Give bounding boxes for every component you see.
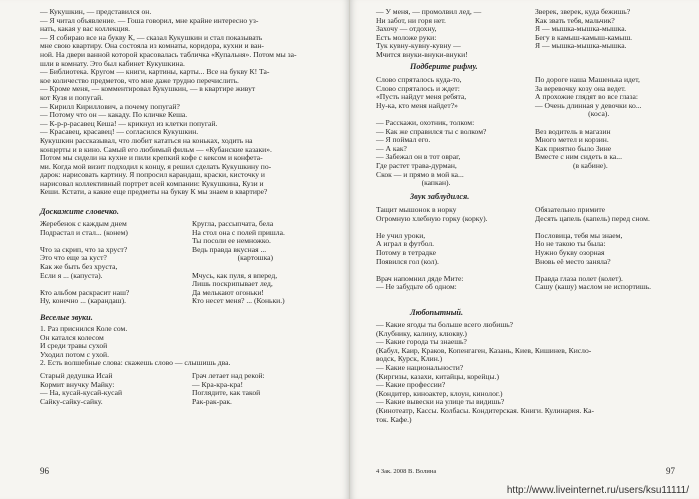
text-line: Пословица, тебя мы знаем,: [535, 230, 623, 240]
text-line: мне свою квартиру. Она состояла из комнаты, коридора, кухни и ван-: [40, 41, 264, 51]
text-line: (Кабул, Каир, Краков, Копенгаген, Казань, Киев, Кишинев, Кисло-: [376, 345, 592, 355]
text-line: — Кукушкин, — представился он.: [40, 7, 152, 16]
text-line: водск, Курск, Клин.): [376, 354, 443, 364]
text-line: Правда глаза полет (колет).: [535, 273, 623, 283]
page-number-left: 96: [40, 466, 49, 476]
text-line: Это что еще за куст?: [40, 253, 107, 263]
lost-sound-right: [535, 206, 651, 292]
text-line: — Какие ягоды ты больше всего любишь?: [376, 320, 514, 329]
text-line: Захочу — отдохну,: [376, 24, 437, 34]
text-line: Слово спряталось куда-то,: [376, 75, 462, 84]
page-number-right: 97: [666, 466, 675, 476]
rhyme-column-right: [535, 76, 642, 171]
text-line: Грач летает над рекой:: [192, 371, 265, 380]
text-line: Нужно букву озорная: [535, 247, 605, 257]
text-line: Ну-ка, кто меня найдет?»: [376, 100, 458, 110]
text-line: 1. Раз приснился Коле сом.: [40, 324, 128, 333]
text-line: Ведь правда вкусная ...: [192, 244, 267, 254]
text-line: Я — мышка-мышка-мышка.: [535, 41, 627, 51]
rhyme-column-left: [376, 76, 486, 188]
text-line: — А как?: [376, 143, 407, 153]
text-line: Сашу (кашу) маслом не испортишь.: [535, 282, 652, 292]
text-line: — Какие профессии?: [376, 380, 446, 390]
text-line: (Кинотеатр, Кассы. Колбасы. Кондитерская. Книги. Кулинария. Ка-: [376, 405, 595, 415]
text-line: Появился гол (кол).: [376, 256, 439, 266]
text-line: (Кондитер, киноактер, клоун, кинолог.): [376, 388, 503, 398]
curious-dialogue: [376, 321, 594, 424]
sound-poem-lines: [40, 325, 230, 368]
section-title-zvuk: Звук заблудился.: [410, 192, 470, 201]
text-line: — Очень длинная у девочки ко...: [535, 100, 642, 110]
sound-poem-right: [192, 372, 265, 406]
text-line: ми. Когда мой визит подходил к концу, я решил сделать Кукушкину по-: [40, 161, 272, 171]
text-line: Не учил уроки,: [376, 230, 426, 240]
text-line: Мчится внуки-внуки-внуки!: [376, 49, 468, 59]
text-line: Огромную хлебную горку (корку).: [376, 213, 488, 223]
section-title-dokazhite: Доскажите словечко.: [40, 207, 119, 216]
section-title-lyubopytny: Любопытный.: [410, 308, 463, 317]
text-line: Он катался колесом: [40, 332, 104, 342]
text-line: (коса).: [535, 109, 610, 119]
poem-top-left: [376, 8, 481, 60]
text-line: — Я читал объявление. — Гоша говорил, мне крайне интересно уз-: [40, 15, 259, 25]
text-line: По дороге наша Машенька идет,: [535, 75, 640, 84]
text-line: — Я поймал его.: [376, 135, 431, 145]
text-line: (Киргизы, казахи, китайцы, корейцы.): [376, 371, 499, 381]
text-line: — Расскажи, охотник, толком:: [376, 117, 475, 127]
text-line: Десять цапель (капель) перед сном.: [535, 213, 650, 223]
text-line: Старый дедушка Исай: [40, 371, 113, 380]
text-line: — Библиотека. Кругом — книги, картины, карты... Все на букву К! Та-: [40, 67, 270, 77]
text-line: Что за скрип, что за хруст?: [40, 244, 128, 254]
text-line: Потом мы сидели на кухне и пили крепкий кофе с кексом и конфета-: [40, 153, 263, 163]
text-line: Обязательно примите: [535, 205, 606, 214]
text-line: Кругла, рассыпчата, бела: [192, 219, 274, 228]
text-line: А играл в футбол.: [376, 239, 435, 249]
text-line: — Как же справился ты с волком?: [376, 126, 487, 136]
text-line: Кто несет меня? ... (Коньки.): [192, 296, 285, 306]
text-line: — К-р-р-расавец Кеша! — крикнул из клетки попугай.: [40, 118, 218, 128]
text-line: Ты посоли ее немножко.: [192, 236, 271, 246]
text-line: Тук кувну-кувну-кувну —: [376, 41, 461, 51]
text-line: «Пусть найдут меня ребята,: [376, 92, 467, 102]
text-line: Где растет трава-дурман,: [376, 160, 457, 170]
text-line: Мчусь, как пуля, я вперед,: [192, 270, 278, 280]
text-line: нать, какая у вас коллекция.: [40, 24, 131, 34]
text-line: — У меня, — промолвил лед, —: [376, 7, 482, 16]
text-line: — Кирилл Кириллович, а почему попугай?: [40, 101, 180, 111]
text-line: — Потому что он — какаду. По кличке Кеша.: [40, 110, 188, 120]
watermark-url: http://www.liveinternet.ru/users/ksu11111/: [506, 485, 689, 496]
text-line: Много метел и корзин.: [535, 135, 609, 145]
text-line: И среди травы сухой: [40, 341, 108, 351]
text-line: концерты и в кино. Самый его любимый фильм — «Кубанские казаки».: [40, 144, 272, 154]
text-line: (картошка): [192, 253, 274, 263]
text-line: — Красавец, красавец! — согласился Кукушкин.: [40, 127, 199, 137]
riddles-column-left: [40, 220, 129, 306]
text-line: — Кроме меня, — комментировал Кукушкин, — в квартире живут: [40, 84, 256, 94]
text-line: Как звать тебя, мальчик?: [535, 15, 615, 25]
text-line: кое количество предметов, что мне даже трудно перечислить.: [40, 75, 239, 85]
text-line: Уходил потом с ухой.: [40, 349, 109, 359]
text-line: Зверек, зверек, куда бежишь?: [535, 7, 631, 16]
text-line: Сайку-сайку-сайку.: [40, 396, 103, 406]
text-line: За веревочку козу она ведет.: [535, 83, 626, 93]
text-line: — Я собираю все на букву К, — сказал Кукушкин и стал показывать: [40, 32, 263, 42]
text-line: Как приятно было Зине: [535, 143, 612, 153]
text-line: Тащит мышонок в норку: [376, 205, 457, 214]
text-line: нарисовал коллективный портрет всей компании: Кукушкина, Кузи и: [40, 178, 264, 188]
section-title-rifmu: Подберите рифму.: [410, 62, 478, 71]
text-line: Жеребенок с каждым днем: [40, 219, 127, 228]
text-line: 2. Есть волшебные слова: скажешь слово — слышишь два.: [40, 358, 231, 368]
text-line: Подрастал и стал... (конем): [40, 227, 128, 237]
text-line: Вместе с ним сидеть в ка...: [535, 152, 622, 162]
text-line: Потому в тетрадке: [376, 247, 437, 257]
text-line: Лишь поскрипывает лед,: [192, 279, 273, 289]
text-line: — Кра-кра-кра!: [192, 379, 244, 389]
text-line: — Какие вывески на улице ты видишь?: [376, 397, 505, 407]
text-line: Поглядите, как такой: [192, 388, 261, 398]
text-line: — На, кусай-кусай-кусай: [40, 388, 123, 398]
riddles-column-right: [192, 220, 285, 306]
text-line: Кеши. Кстати, а какие еще предметы на букву К мы знаем в квартире?: [40, 187, 268, 197]
right-page: [350, 0, 699, 499]
text-line: Слово спряталось и ждет:: [376, 83, 460, 93]
printer-note: 4 Зак. 2008 В. Волина: [376, 468, 437, 475]
intro-text: [40, 8, 338, 197]
text-line: Вновь её место заняла?: [535, 256, 611, 266]
text-line: Есть моложе руки:: [376, 32, 437, 42]
section-title-veselye-zvuki: Веселые звуки.: [40, 313, 93, 322]
text-line: Я — мышка-мышка-мышка.: [535, 24, 627, 34]
text-line: — Какие национальности?: [376, 362, 464, 372]
text-line: Ни забот, ни горя нет.: [376, 15, 446, 25]
text-line: Но не такою ты была:: [535, 239, 606, 249]
poem-top-right: [535, 8, 632, 51]
text-line: Кукушкин рассказывал, что любит кататься на коньках, ходить на: [40, 135, 253, 145]
text-line: Скок — и прямо в мой ка...: [376, 169, 464, 179]
text-line: Как же быть без хруста,: [40, 261, 118, 271]
text-line: (Клубнику, калину, клюкву.): [376, 328, 467, 338]
lost-sound-left: [376, 206, 488, 292]
text-line: дарок: нарисовать картину. Я попросил карандаш, краски, кисточку и: [40, 170, 265, 180]
text-line: Рак-рак-рак.: [192, 396, 232, 406]
text-line: Кто альбом раскрасит наш?: [40, 287, 130, 297]
text-line: — Не забудьте об одном:: [376, 282, 457, 292]
text-line: Ну, конечно ... (карандаш).: [40, 296, 127, 306]
text-line: ной. На двери ванной которой красовалась табличка «Купальня». Потом мы за-: [40, 49, 297, 59]
text-line: (капкан).: [376, 178, 451, 188]
text-line: — Забежал он в тот овраг,: [376, 152, 461, 162]
text-line: кот Кузя и попугай.: [40, 92, 104, 102]
text-line: Кормит внучку Майку:: [40, 379, 115, 389]
text-line: Врач напомнил дяде Мите:: [376, 273, 464, 283]
text-line: Если я ... (капуста).: [40, 270, 103, 280]
text-line: Бегу в камыш-камыш-камыш.: [535, 32, 633, 42]
text-line: (в кабине).: [535, 160, 608, 170]
text-line: шли в комнату. Это был кабинет Кукушкина.: [40, 58, 185, 68]
sound-poem-left: [40, 372, 122, 406]
text-line: На стол она с полей пришла.: [192, 227, 285, 237]
text-line: А прохожие глядят во все глаза:: [535, 92, 639, 102]
text-line: ток. Кафе.): [376, 414, 412, 424]
text-line: Вез водитель в магазин: [535, 126, 611, 136]
text-line: — Какие города ты знаешь?: [376, 337, 467, 347]
text-line: Да мелькают огоньки!: [192, 287, 264, 297]
